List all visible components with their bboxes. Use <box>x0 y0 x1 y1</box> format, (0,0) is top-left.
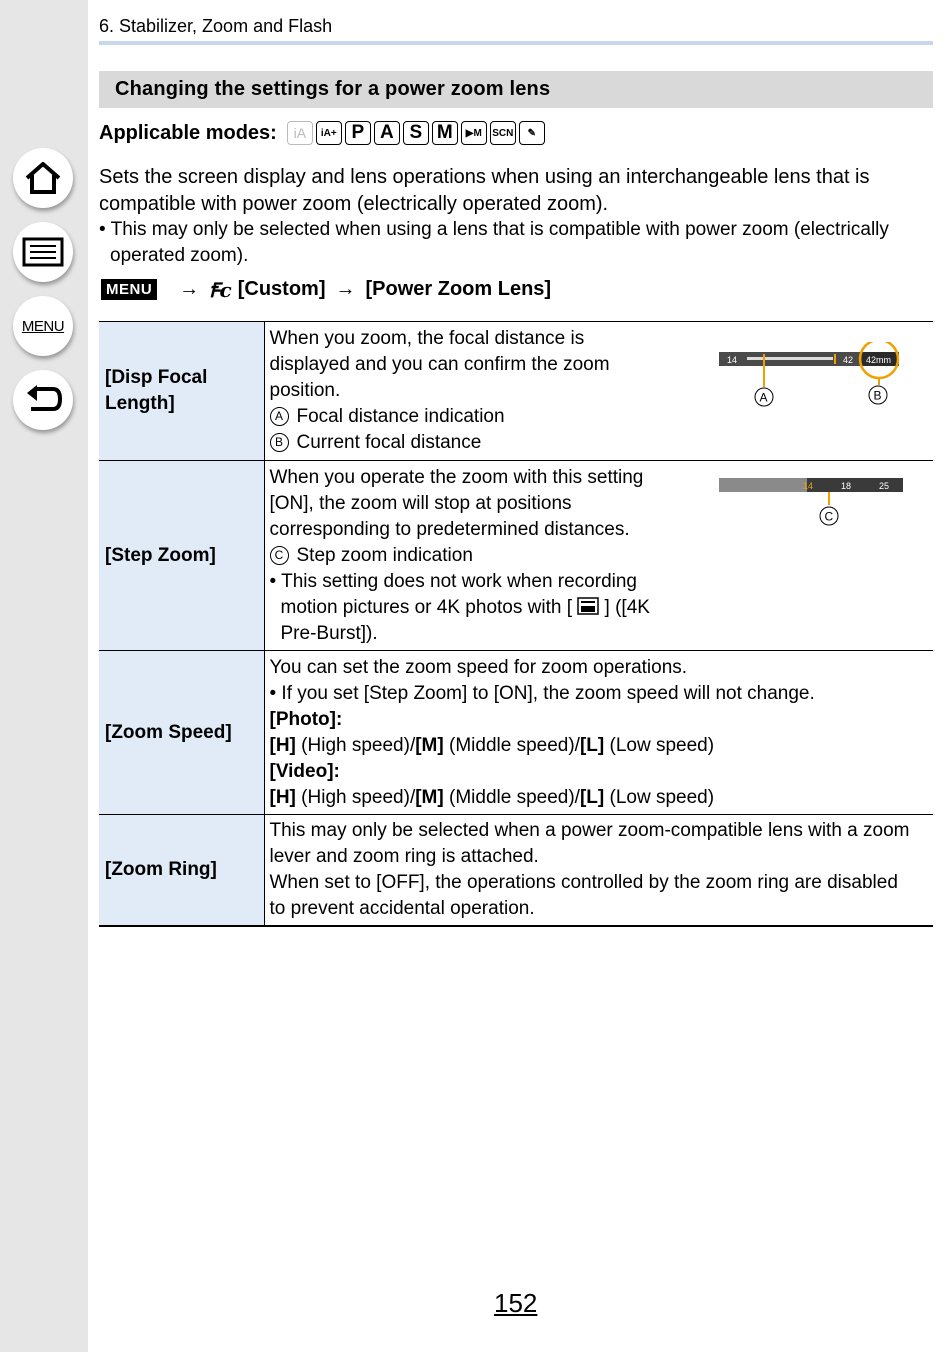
speed-h-text: (High speed)/ <box>295 786 416 808</box>
setting-name <box>99 322 264 461</box>
step-2-label: 18 <box>840 481 851 491</box>
video-speeds <box>270 785 930 811</box>
video-heading: [Video]: <box>269 760 340 782</box>
photo-speeds <box>270 733 930 759</box>
back-button[interactable] <box>13 370 73 430</box>
focal-max-label: 42 <box>842 355 853 365</box>
desc-line: displayed and you can confirm the zoom <box>269 354 610 375</box>
manual-mode-icon: M <box>432 121 458 145</box>
photo-heading: [Photo]: <box>269 708 343 730</box>
section-title: Changing the settings for a power zoom lens <box>115 78 551 100</box>
setting-name <box>99 461 264 651</box>
page-number[interactable]: 152 <box>494 1288 538 1318</box>
intelligent-auto-plus-mode-icon: iA+ <box>316 121 342 145</box>
speed-m: [M] <box>415 786 444 808</box>
note-line: • This may only be selected when using a lens that is compatible with power zoom (electrically <box>99 219 889 240</box>
legend-c <box>270 543 700 569</box>
desc-text-part: ] ([4K <box>604 596 650 618</box>
speed-h: [H] <box>269 734 296 756</box>
intro-note <box>99 217 933 269</box>
illus-marker-b: B <box>873 388 882 403</box>
contents-button[interactable] <box>13 222 73 282</box>
marker-a: A <box>270 407 289 426</box>
menu-button[interactable] <box>13 296 73 356</box>
applicable-modes <box>99 118 548 148</box>
speed-l: [L] <box>579 734 605 756</box>
note-line: operated zoom). <box>110 245 249 266</box>
intelligent-auto-mode-icon: iA <box>287 121 313 145</box>
desc-line: When you zoom, the focal distance is <box>269 328 585 349</box>
setting-name <box>99 651 264 815</box>
desc-line: lever and zoom ring is attached. <box>269 845 539 867</box>
desc-text-part: motion pictures or 4K photos with [ <box>280 596 572 618</box>
speed-m: [M] <box>415 734 444 756</box>
desc-line: • If you set [Step Zoom] to [ON], the zoom speed will not change. <box>269 682 815 704</box>
creative-video-mode-icon: ▶M <box>461 121 487 145</box>
header-rule <box>99 41 933 45</box>
focal-length-illustration <box>717 342 907 412</box>
setting-name-line: [Zoom Ring] <box>105 858 217 880</box>
setting-description <box>264 461 933 651</box>
shutter-mode-icon: S <box>403 121 429 145</box>
contents-list-icon <box>22 237 64 267</box>
table-row <box>99 651 933 815</box>
menu-path-custom: [Custom] <box>237 277 326 300</box>
menu-icon: MENU <box>21 317 65 335</box>
step-3-label: 25 <box>878 481 889 491</box>
setting-description <box>264 322 933 461</box>
speed-l-text: (Low speed) <box>604 786 715 808</box>
speed-h-text: (High speed)/ <box>295 734 416 756</box>
desc-line: to prevent accidental operation. <box>269 897 535 919</box>
setting-name-line: [Zoom Speed] <box>105 721 232 743</box>
intro-text <box>99 164 933 218</box>
sidebar <box>0 0 88 1352</box>
speed-m-text: (Middle speed)/ <box>443 734 580 756</box>
step-zoom-illustration <box>717 475 907 531</box>
intro-line: compatible with power zoom (electrically operated zoom). <box>99 193 609 215</box>
legend-a-text: Focal distance indication <box>296 406 505 427</box>
modes-label: Applicable modes: <box>99 121 277 144</box>
setting-name-line: [Disp Focal <box>105 367 208 388</box>
home-button[interactable] <box>13 148 73 208</box>
aperture-mode-icon: A <box>374 121 400 145</box>
intro-line: Sets the screen display and lens operations when using an interchangeable lens that is <box>99 166 870 188</box>
table-row <box>99 815 933 926</box>
focal-min-label: 14 <box>726 355 737 365</box>
table-row <box>99 461 933 651</box>
marker-b: B <box>270 433 289 452</box>
desc-line: When set to [OFF], the operations controlled by the zoom ring are disabled <box>269 871 898 893</box>
desc-line: corresponding to predetermined distances. <box>269 518 630 540</box>
illus-marker-a: A <box>759 390 768 405</box>
desc-line: position. <box>269 380 341 401</box>
desc-line: • This setting does not work when recording <box>269 570 637 592</box>
desc-line: You can set the zoom speed for zoom operations. <box>269 656 688 678</box>
desc-line: [ON], the zoom will stop at positions <box>269 492 572 514</box>
desc-line: Pre-Burst]). <box>280 622 378 644</box>
menu-path-item: [Power Zoom Lens] <box>365 277 552 300</box>
chapter-header: 6. Stabilizer, Zoom and Flash <box>99 16 333 36</box>
setting-name-line: Length] <box>105 393 175 414</box>
step-1-label: 14 <box>802 481 813 491</box>
section-bar <box>99 71 933 108</box>
speed-h: [H] <box>269 786 296 808</box>
setting-description <box>264 815 933 926</box>
menu-path <box>101 274 551 304</box>
current-focal-label: 42mm <box>865 355 891 365</box>
4k-pre-burst-icon <box>577 597 599 615</box>
legend-b <box>270 430 700 456</box>
desc-line: When you operate the zoom with this setting <box>269 466 644 488</box>
desc-line: This may only be selected when a power zoom-compatible lens with a zoom <box>269 819 910 841</box>
illus-marker-c: C <box>824 509 833 524</box>
menu-badge: MENU <box>101 279 157 300</box>
speed-l-text: (Low speed) <box>604 734 715 756</box>
desc-line <box>270 595 700 621</box>
setting-name-line: [Step Zoom] <box>105 544 216 566</box>
legend-b-text: Current focal distance <box>296 432 482 453</box>
creative-control-mode-icon: ✎ <box>519 121 545 145</box>
home-icon <box>23 160 63 196</box>
speed-l: [L] <box>579 786 605 808</box>
arrow-icon: → <box>179 277 200 300</box>
setting-description <box>264 651 933 815</box>
custom-menu-icon: Ꞙc <box>209 277 232 302</box>
back-icon <box>23 383 63 417</box>
marker-c: C <box>270 546 289 565</box>
speed-m-text: (Middle speed)/ <box>443 786 580 808</box>
setting-name <box>99 815 264 926</box>
settings-table <box>99 321 933 927</box>
legend-c-text: Step zoom indication <box>296 544 473 566</box>
scene-mode-icon: SCN <box>490 121 516 145</box>
program-mode-icon: P <box>345 121 371 145</box>
table-row <box>99 322 933 461</box>
arrow-icon: → <box>335 277 356 300</box>
legend-a <box>270 404 700 430</box>
